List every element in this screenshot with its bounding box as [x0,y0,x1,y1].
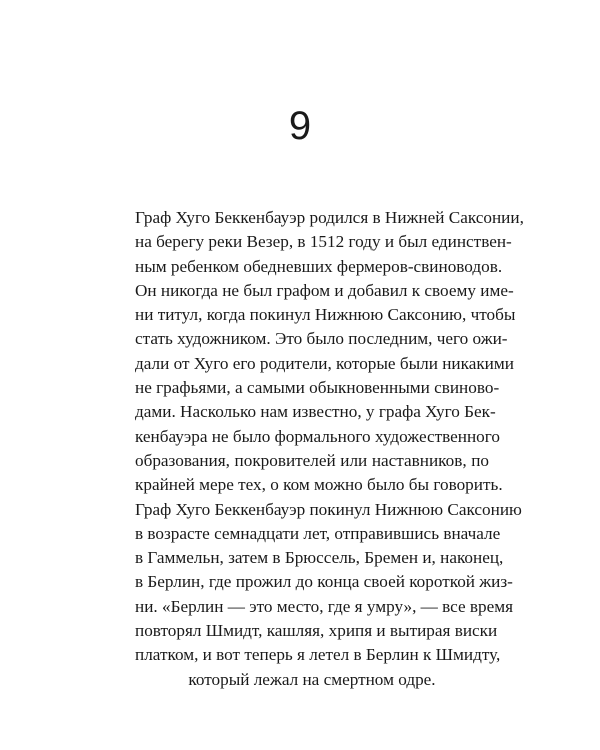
text-line: на берегу реки Везер, в 1512 году и был единствен- [135,232,512,252]
text-line: который лежал на смертном одре. [188,669,436,689]
text-line: ни. «Берлин — это место, где я умру», — все время [135,596,514,616]
text-line: в возрасте семнадцати лет, отправившись вначале [135,523,501,543]
text-line: Граф Хуго Беккенбауэр родился в Нижней Саксонии, [135,208,524,227]
text-line: кенбауэра не было формального художественного [135,426,500,446]
text-line: образования, покровителей или наставников, по [135,450,489,470]
text-line: ным ребенком обедневших фермеров-свиноводов. [135,256,503,276]
text-line: не графьями, а самыми обыкновенными свиново- [135,378,500,398]
text-line: Он никогда не был графом и добавил к своему име- [135,280,514,300]
text-line: в Берлин, где прожил до конца своей короткой жиз- [135,572,513,592]
text-line: ни титул, когда покинул Нижнюю Саксонию, чтобы [135,305,516,325]
body-paragraph [135,206,524,692]
text-line: в Гаммельн, затем в Брюссель, Бремен и, наконец, [135,548,504,568]
text-line: повторял Шмидт, кашляя, хрипя и вытирая виски [135,621,498,641]
text-line: стать художником. Это было последним, чего ожи- [135,329,508,349]
text-line: крайней мере тех, о ком можно было бы говорить. [135,475,503,495]
chapter-number: 9 [288,104,312,148]
text-line: платком, и вот теперь я летел в Берлин к Шмидту, [135,645,501,665]
text-line: дали от Хуго его родители, которые были никакими [135,353,514,373]
text-line: дами. Насколько нам известно, у графа Хуго Бек- [135,402,496,422]
text-line: Граф Хуго Беккенбауэр покинул Нижнюю Саксонию [135,499,522,519]
